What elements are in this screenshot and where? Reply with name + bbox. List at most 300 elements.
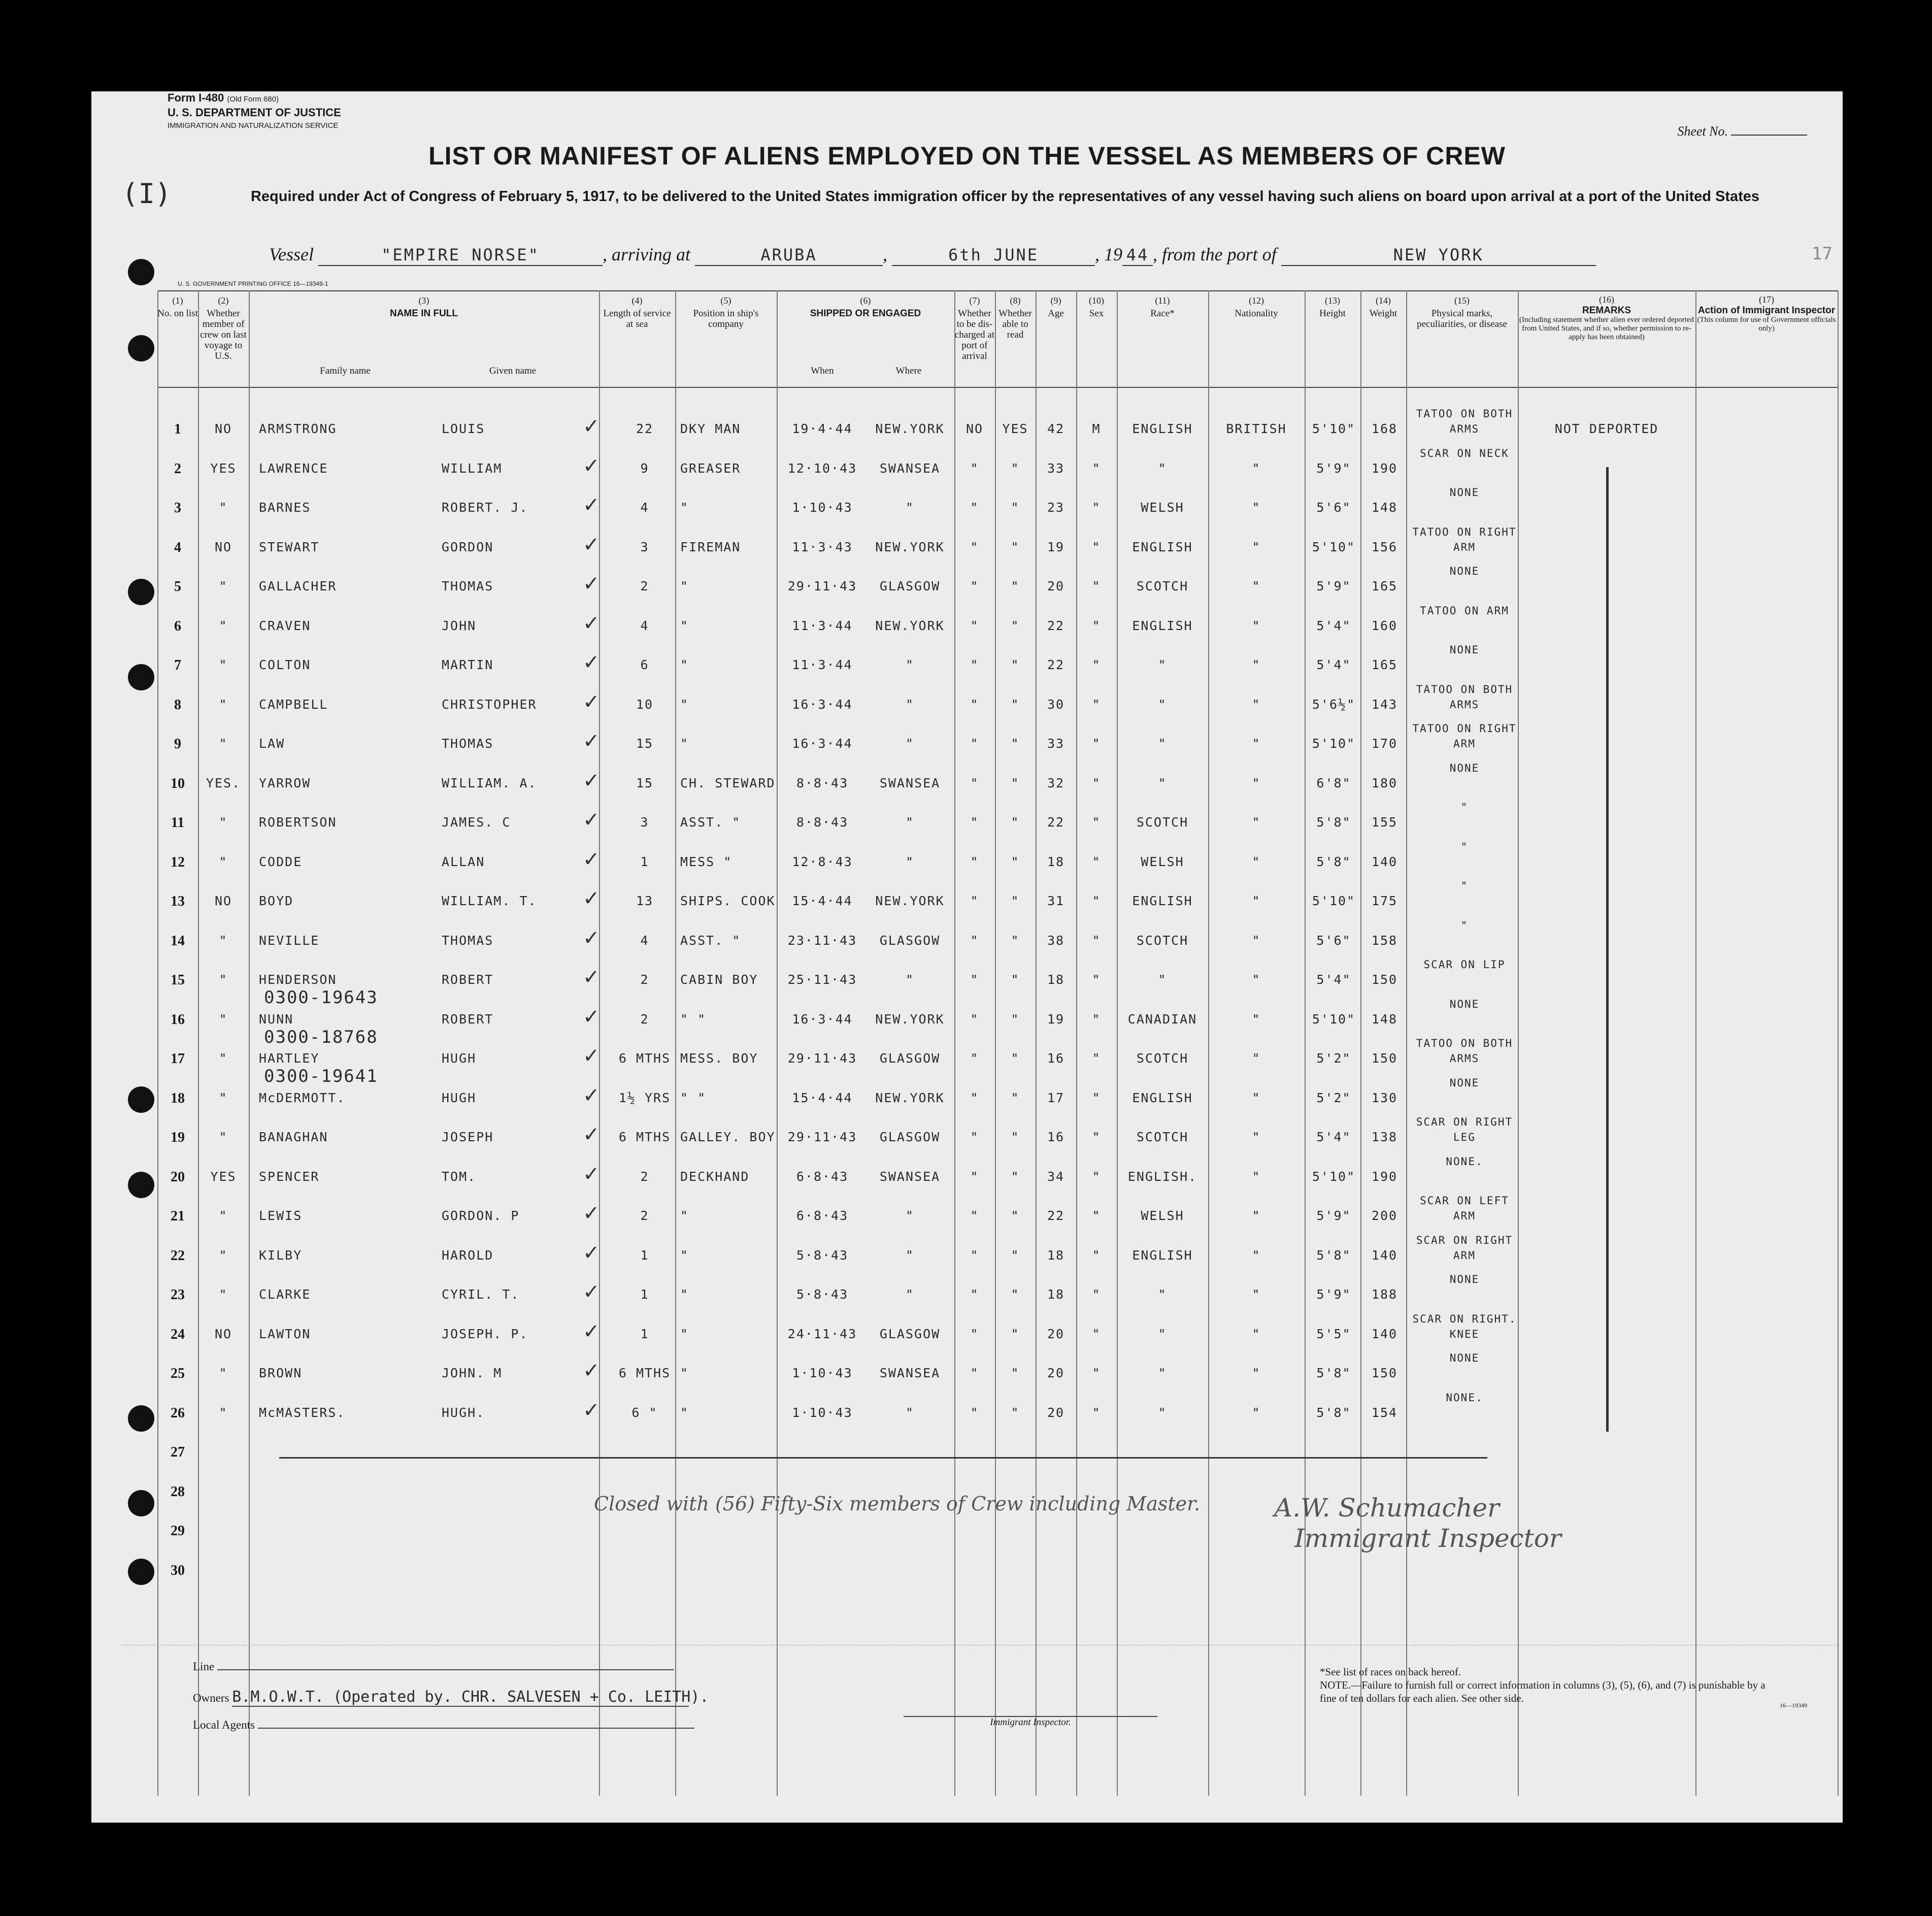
- cell-where: ": [905, 657, 915, 672]
- check-mark: ✓: [583, 1005, 600, 1028]
- cell-position: SHIPS. COOK: [680, 894, 776, 908]
- row-number: 15: [171, 972, 185, 988]
- cell-height: 5'9": [1316, 579, 1351, 593]
- cell-height: 5'10": [1312, 736, 1356, 751]
- cell-weight: 130: [1371, 1090, 1398, 1105]
- check-mark: ✓: [583, 415, 600, 438]
- row-number: 7: [174, 657, 181, 673]
- cell-sex: ": [1092, 1130, 1101, 1144]
- cell-race: SCOTCH: [1136, 1051, 1189, 1066]
- cell-prev: ": [219, 1011, 228, 1027]
- cell-when: 5·8·43: [796, 1287, 849, 1302]
- cell-race: SCOTCH: [1136, 815, 1189, 830]
- row-number: 1: [174, 421, 181, 437]
- cell-disch: NO: [965, 421, 984, 436]
- cell-disch: ": [970, 1011, 979, 1027]
- page-subtitle: Required under Act of Congress of February 5, 1917, to be delivered to the United States immigration officer by the representatives of any vessel having such aliens on board upon arrival at a port of the United States: [250, 188, 1760, 205]
- cell-sex: ": [1092, 1247, 1101, 1263]
- cell-prev: ": [219, 815, 228, 830]
- footer-form-number: 16—19349: [1780, 1702, 1807, 1709]
- cell-given: WILLIAM: [442, 460, 503, 476]
- check-mark: ✓: [583, 1044, 600, 1067]
- footer-inspector-label: Immigrant Inspector.: [904, 1716, 1157, 1728]
- check-mark: ✓: [583, 769, 600, 792]
- cell-prev: ": [219, 657, 228, 672]
- cell-service: 2: [640, 1169, 649, 1184]
- check-mark: ✓: [583, 533, 600, 556]
- row-number: 14: [171, 933, 185, 949]
- cell-read: ": [1011, 1287, 1020, 1302]
- cell-race: CANADIAN: [1127, 1011, 1197, 1027]
- cell-nat: ": [1252, 618, 1261, 633]
- cell-given: WILLIAM. T.: [442, 894, 537, 908]
- cell-age: 20: [1047, 1405, 1065, 1420]
- cell-service: 2: [640, 579, 649, 593]
- col-subheader-where: Where: [895, 366, 922, 376]
- cell-when: 1·10·43: [792, 1405, 853, 1420]
- cell-where: GLASGOW: [879, 579, 941, 593]
- cell-sex: ": [1092, 736, 1101, 751]
- cell-weight: 170: [1371, 736, 1398, 751]
- cell-given: JOSEPH: [442, 1130, 494, 1144]
- row-number: 21: [171, 1208, 185, 1224]
- footer-owners: Owners B.M.O.W.T. (Operated by. CHR. SALVESEN + Co. LEITH).: [193, 1688, 709, 1706]
- col-header-name: (3) NAME IN FULL: [389, 295, 458, 319]
- cell-weight: 200: [1371, 1208, 1398, 1223]
- cell-race: ": [1158, 1326, 1167, 1341]
- row-number: 23: [171, 1287, 185, 1303]
- cell-sex: ": [1092, 972, 1101, 987]
- cell-service: 1: [640, 854, 649, 869]
- cell-prev: ": [219, 1090, 228, 1105]
- cell-read: ": [1011, 697, 1020, 712]
- cell-family: HENDERSON: [259, 972, 337, 987]
- check-mark: ✓: [583, 572, 600, 595]
- cell-when: 19·4·44: [792, 421, 853, 436]
- cell-height: 6'8": [1316, 775, 1351, 790]
- cell-sex: ": [1092, 933, 1101, 948]
- check-mark: ✓: [583, 1123, 600, 1146]
- cell-race: ENGLISH: [1132, 1247, 1193, 1263]
- cell-marks: TATOO ON BOTH ARMS: [1416, 408, 1513, 435]
- cell-position: ": [680, 500, 689, 515]
- cell-where: ": [905, 815, 915, 830]
- cell-when: 12·8·43: [792, 854, 853, 869]
- cell-weight: 148: [1371, 500, 1398, 515]
- sheet-number: Sheet No.: [1677, 124, 1807, 139]
- col-header-marks: (15) Physical marks, peculiarities, or disease: [1417, 295, 1507, 329]
- footer-line: Line: [193, 1660, 674, 1673]
- cell-read: ": [1011, 500, 1020, 515]
- cell-where: GLASGOW: [879, 1326, 941, 1341]
- cell-nat: ": [1252, 854, 1261, 869]
- cell-disch: ": [970, 1287, 979, 1302]
- cell-family-note: 0300-19643: [264, 987, 378, 1008]
- cell-height: 5'10": [1312, 1011, 1356, 1027]
- cell-given: ROBERT. J.: [442, 500, 528, 515]
- check-mark: ✓: [583, 493, 600, 516]
- cell-prev: ": [219, 697, 228, 712]
- cell-disch: ": [970, 460, 979, 476]
- col-header-discharged: (7) Whether to be dis-charged at port of arrival: [954, 295, 995, 361]
- cell-where: ": [905, 854, 915, 869]
- cell-height: 5'8": [1316, 1405, 1351, 1420]
- cell-disch: ": [970, 1169, 979, 1184]
- cell-height: 5'4": [1316, 972, 1351, 987]
- cell-remarks: NOT DEPORTED: [1554, 421, 1659, 436]
- cell-given: GORDON. P: [442, 1208, 520, 1223]
- cell-position: FIREMAN: [680, 539, 741, 554]
- cell-where: ": [905, 1405, 915, 1420]
- cell-where: SWANSEA: [879, 1366, 941, 1380]
- cell-marks: SCAR ON LIP: [1423, 959, 1506, 971]
- cell-read: ": [1011, 972, 1020, 987]
- cell-prev: ": [219, 579, 228, 593]
- cell-service: 2: [640, 972, 649, 987]
- cell-family: LAW: [259, 736, 285, 751]
- cell-sex: ": [1092, 1090, 1101, 1105]
- check-mark: ✓: [583, 454, 600, 477]
- cell-sex: ": [1092, 618, 1101, 633]
- col-subheader-family: Family name: [320, 366, 371, 376]
- cell-disch: ": [970, 1208, 979, 1223]
- cell-read: ": [1011, 775, 1020, 790]
- cell-family: YARROW: [259, 775, 311, 790]
- cell-read: ": [1011, 1326, 1020, 1341]
- cell-when: 29·11·43: [787, 1051, 857, 1066]
- punch-hole: [128, 335, 154, 361]
- cell-when: 23·11·43: [787, 933, 857, 948]
- cell-given: LOUIS: [442, 421, 485, 436]
- cell-sex: ": [1092, 460, 1101, 476]
- check-mark: ✓: [583, 1083, 600, 1107]
- check-mark: ✓: [583, 1319, 600, 1343]
- cell-nat: ": [1252, 1366, 1261, 1380]
- form-identifier: Form I-480 (Old Form 680) U. S. DEPARTMENT OF JUSTICE IMMIGRATION AND NATURALIZATION SERVICE: [168, 91, 341, 130]
- punch-hole: [128, 1405, 154, 1432]
- cell-age: 34: [1047, 1169, 1065, 1184]
- cell-when: 6·8·43: [796, 1208, 849, 1223]
- cell-sex: ": [1092, 1208, 1101, 1223]
- cell-sex: ": [1092, 894, 1101, 908]
- cell-prev: ": [219, 1130, 228, 1144]
- cell-family: HARTLEY: [259, 1051, 320, 1066]
- closing-note: Closed with (56) Fifty-Six members of Crew including Master.: [594, 1493, 1201, 1515]
- cell-disch: ": [970, 1366, 979, 1380]
- cell-when: 16·3·44: [792, 1011, 853, 1027]
- cell-height: 5'4": [1316, 657, 1351, 672]
- cell-race: WELSH: [1141, 854, 1184, 869]
- cell-family: NEVILLE: [259, 933, 320, 948]
- cell-family: BROWN: [259, 1366, 303, 1380]
- punch-hole: [128, 579, 154, 605]
- cell-marks: TATOO ON BOTH ARMS: [1416, 1037, 1513, 1065]
- cell-given: WILLIAM. A.: [442, 775, 537, 790]
- cell-where: NEW.YORK: [875, 1090, 945, 1105]
- cell-height: 5'9": [1316, 1287, 1351, 1302]
- cell-when: 6·8·43: [796, 1169, 849, 1184]
- arrival-date: 6th JUNE: [948, 245, 1039, 265]
- cell-disch: ": [970, 1247, 979, 1263]
- cell-sex: ": [1092, 579, 1101, 593]
- cell-when: 15·4·44: [792, 1090, 853, 1105]
- cell-given: HAROLD: [442, 1247, 494, 1263]
- cell-read: ": [1011, 579, 1020, 593]
- cell-when: 8·8·43: [796, 815, 849, 830]
- cell-nat: ": [1252, 933, 1261, 948]
- cell-sex: ": [1092, 697, 1101, 712]
- cell-where: ": [905, 1247, 915, 1263]
- check-mark: ✓: [583, 887, 600, 910]
- cell-service: 2: [640, 1208, 649, 1223]
- cell-race: SCOTCH: [1136, 1130, 1189, 1144]
- cell-position: DKY MAN: [680, 421, 741, 436]
- cell-disch: ": [970, 894, 979, 908]
- cell-nat: ": [1252, 1247, 1261, 1263]
- row-number: 5: [174, 579, 181, 594]
- row-number: 24: [171, 1326, 185, 1342]
- row-number: 17: [171, 1051, 185, 1067]
- cell-when: 29·11·43: [787, 1130, 857, 1144]
- cell-position: GREASER: [680, 460, 741, 476]
- check-mark: ✓: [583, 1398, 600, 1422]
- cell-when: 1·10·43: [792, 1366, 853, 1380]
- check-mark: ✓: [583, 966, 600, 988]
- cell-family: McMASTERS.: [259, 1405, 346, 1420]
- cell-prev: ": [219, 1366, 228, 1380]
- cell-race: ": [1158, 736, 1167, 751]
- cell-when: 5·8·43: [796, 1247, 849, 1263]
- cell-sex: ": [1092, 1366, 1101, 1380]
- cell-age: 20: [1047, 1326, 1065, 1341]
- check-mark: ✓: [583, 690, 600, 713]
- cell-where: ": [905, 1287, 915, 1302]
- cell-marks: TATOO ON BOTH ARMS: [1416, 683, 1513, 711]
- cell-marks: SCAR ON RIGHT ARM: [1416, 1234, 1513, 1262]
- cell-disch: ": [970, 1326, 979, 1341]
- cell-where: NEW.YORK: [875, 894, 945, 908]
- cell-when: 16·3·44: [792, 736, 853, 751]
- cell-service: 1½ YRS: [618, 1090, 671, 1105]
- cell-given: HUGH: [442, 1051, 477, 1066]
- cell-service: 4: [640, 618, 649, 633]
- cell-when: 16·3·44: [792, 697, 853, 712]
- cell-disch: ": [970, 933, 979, 948]
- cell-height: 5'8": [1316, 1366, 1351, 1380]
- cell-when: 25·11·43: [787, 972, 857, 987]
- cell-when: 8·8·43: [796, 775, 849, 790]
- cell-prev: ": [219, 1247, 228, 1263]
- cell-position: ": [680, 1405, 689, 1420]
- punch-hole: [128, 1490, 154, 1516]
- cell-race: ENGLISH: [1132, 421, 1193, 436]
- cell-height: 5'6½": [1312, 697, 1356, 712]
- vessel-line: Vessel "EMPIRE NORSE" , arriving at ARUBA , 6th JUNE , 19 44 , from the port of NEW YORK: [269, 244, 1596, 266]
- check-mark: ✓: [583, 808, 600, 831]
- cell-weight: 180: [1371, 775, 1398, 790]
- cell-race: ENGLISH: [1132, 1090, 1193, 1105]
- cell-nat: ": [1252, 697, 1261, 712]
- cell-age: 22: [1047, 1208, 1065, 1223]
- cell-height: 5'2": [1316, 1051, 1351, 1066]
- cell-weight: 165: [1371, 579, 1398, 593]
- cell-height: 5'8": [1316, 815, 1351, 830]
- cell-position: " ": [680, 1090, 707, 1105]
- cell-where: ": [905, 1208, 915, 1223]
- cell-weight: 165: [1371, 657, 1398, 672]
- cell-disch: ": [970, 972, 979, 987]
- cell-weight: 188: [1371, 1287, 1398, 1302]
- cell-nat: BRITISH: [1226, 421, 1287, 436]
- cell-age: 18: [1047, 1247, 1065, 1263]
- row-number: 2: [174, 460, 181, 477]
- cell-service: 1: [640, 1287, 649, 1302]
- cell-read: ": [1011, 736, 1020, 751]
- cell-weight: 168: [1371, 421, 1398, 436]
- cell-marks: NONE: [1449, 565, 1480, 577]
- cell-position: ": [680, 1208, 689, 1223]
- cell-family: NUNN: [259, 1011, 294, 1027]
- cell-given: CHRISTOPHER: [442, 697, 537, 712]
- cell-position: MESS ": [680, 854, 732, 869]
- cell-race: ENGLISH: [1132, 618, 1193, 633]
- col-header-read: (8) Whether able to read: [998, 295, 1032, 340]
- check-mark: ✓: [583, 611, 600, 635]
- cell-weight: 140: [1371, 1326, 1398, 1341]
- cell-marks: NONE: [1449, 1352, 1480, 1364]
- cell-nat: ": [1252, 657, 1261, 672]
- cell-position: ": [680, 1366, 689, 1380]
- cell-when: 1·10·43: [792, 500, 853, 515]
- cell-sex: M: [1092, 421, 1101, 436]
- cell-read: YES: [1002, 421, 1028, 436]
- cell-marks: NONE: [1449, 1273, 1480, 1285]
- cell-height: 5'4": [1316, 618, 1351, 633]
- cell-marks: NONE: [1449, 1076, 1480, 1089]
- cell-prev: NO: [214, 894, 232, 908]
- cell-where: NEW.YORK: [875, 421, 945, 436]
- cell-age: 22: [1047, 657, 1065, 672]
- row-number: 25: [171, 1366, 185, 1381]
- cell-weight: 143: [1371, 697, 1398, 712]
- cell-family: McDERMOTT.: [259, 1090, 346, 1105]
- cell-age: 22: [1047, 618, 1065, 633]
- cell-age: 20: [1047, 579, 1065, 593]
- cell-nat: ": [1252, 579, 1261, 593]
- col-header-no: (1) No. on list: [157, 295, 198, 319]
- cell-given: MARTIN: [442, 657, 494, 672]
- cell-service: 6 MTHS: [618, 1130, 671, 1144]
- col-header-prev-voyage: (2) Whether member of crew on last voyage to U.S.: [200, 295, 247, 361]
- check-mark: ✓: [583, 1241, 600, 1264]
- cell-family: LAWTON: [259, 1326, 311, 1341]
- cell-weight: 140: [1371, 854, 1398, 869]
- cell-race: ": [1158, 460, 1167, 476]
- cell-position: DECKHAND: [680, 1169, 750, 1184]
- cell-when: 15·4·44: [792, 894, 853, 908]
- cell-family: BOYD: [259, 894, 294, 908]
- row-number: 8: [174, 697, 181, 713]
- col-header-nationality: (12) Nationality: [1235, 295, 1278, 319]
- check-mark: ✓: [583, 847, 600, 871]
- cell-position: CABIN BOY: [680, 972, 758, 987]
- cell-given: ROBERT: [442, 972, 494, 987]
- vessel-name: "EMPIRE NORSE": [381, 245, 540, 265]
- row-number: 3: [174, 500, 181, 516]
- cell-height: 5'10": [1312, 421, 1356, 436]
- cell-where: GLASGOW: [879, 1130, 941, 1144]
- cell-race: SCOTCH: [1136, 579, 1189, 593]
- cell-prev: YES: [210, 1169, 237, 1184]
- punch-hole: [128, 1172, 154, 1198]
- cell-family: COLTON: [259, 657, 311, 672]
- cell-when: 11·3·44: [792, 657, 853, 672]
- cell-prev: ": [219, 618, 228, 633]
- cell-sex: ": [1092, 775, 1101, 790]
- cell-family-note: 0300-18768: [264, 1027, 378, 1047]
- col-header-race: (11) Race*: [1150, 295, 1175, 319]
- cell-family: LEWIS: [259, 1208, 303, 1223]
- cell-service: 15: [636, 775, 654, 790]
- cell-race: WELSH: [1141, 1208, 1184, 1223]
- cell-position: ASST. ": [680, 815, 741, 830]
- cell-service: 2: [640, 1011, 649, 1027]
- cell-nat: ": [1252, 815, 1261, 830]
- row-number: 22: [171, 1247, 185, 1264]
- cell-age: 19: [1047, 539, 1065, 554]
- cell-race: ": [1158, 657, 1167, 672]
- remarks-ditto-line: [1606, 467, 1609, 1432]
- punch-hole: [128, 1086, 154, 1113]
- cell-given: JOHN: [442, 618, 477, 633]
- cell-age: 20: [1047, 1366, 1065, 1380]
- cell-nat: ": [1252, 736, 1261, 751]
- cell-family: BARNES: [259, 500, 311, 515]
- col-subheader-given: Given name: [489, 366, 537, 376]
- cell-prev: NO: [214, 1326, 232, 1341]
- cell-nat: ": [1252, 775, 1261, 790]
- cell-race: WELSH: [1141, 500, 1184, 515]
- cell-family: LAWRENCE: [259, 460, 328, 476]
- manifest-page: [91, 91, 1843, 1823]
- row-number: 30: [171, 1562, 185, 1578]
- cell-family: CAMPBELL: [259, 697, 328, 712]
- cell-height: 5'6": [1316, 933, 1351, 948]
- check-mark: ✓: [583, 926, 600, 949]
- table-end-rule: [279, 1457, 1487, 1459]
- cell-disch: ": [970, 1051, 979, 1066]
- cell-marks: SCAR ON RIGHT. KNEE: [1412, 1312, 1517, 1340]
- cell-age: 38: [1047, 933, 1065, 948]
- cell-disch: ": [970, 1130, 979, 1144]
- cell-marks: ": [1460, 919, 1469, 932]
- cell-where: ": [905, 972, 915, 987]
- cell-height: 5'8": [1316, 1247, 1351, 1263]
- cell-nat: ": [1252, 972, 1261, 987]
- cell-read: ": [1011, 1169, 1020, 1184]
- cell-read: ": [1011, 1366, 1020, 1380]
- cell-position: ": [680, 618, 689, 633]
- cell-race: ENGLISH.: [1127, 1169, 1197, 1184]
- row-number: 4: [174, 539, 181, 555]
- cell-read: ": [1011, 894, 1020, 908]
- corner-number: 17: [1812, 244, 1833, 264]
- cell-read: ": [1011, 1405, 1020, 1420]
- cell-marks: NONE: [1449, 644, 1480, 656]
- cell-weight: 190: [1371, 460, 1398, 476]
- cell-read: ": [1011, 618, 1020, 633]
- cell-position: ": [680, 657, 689, 672]
